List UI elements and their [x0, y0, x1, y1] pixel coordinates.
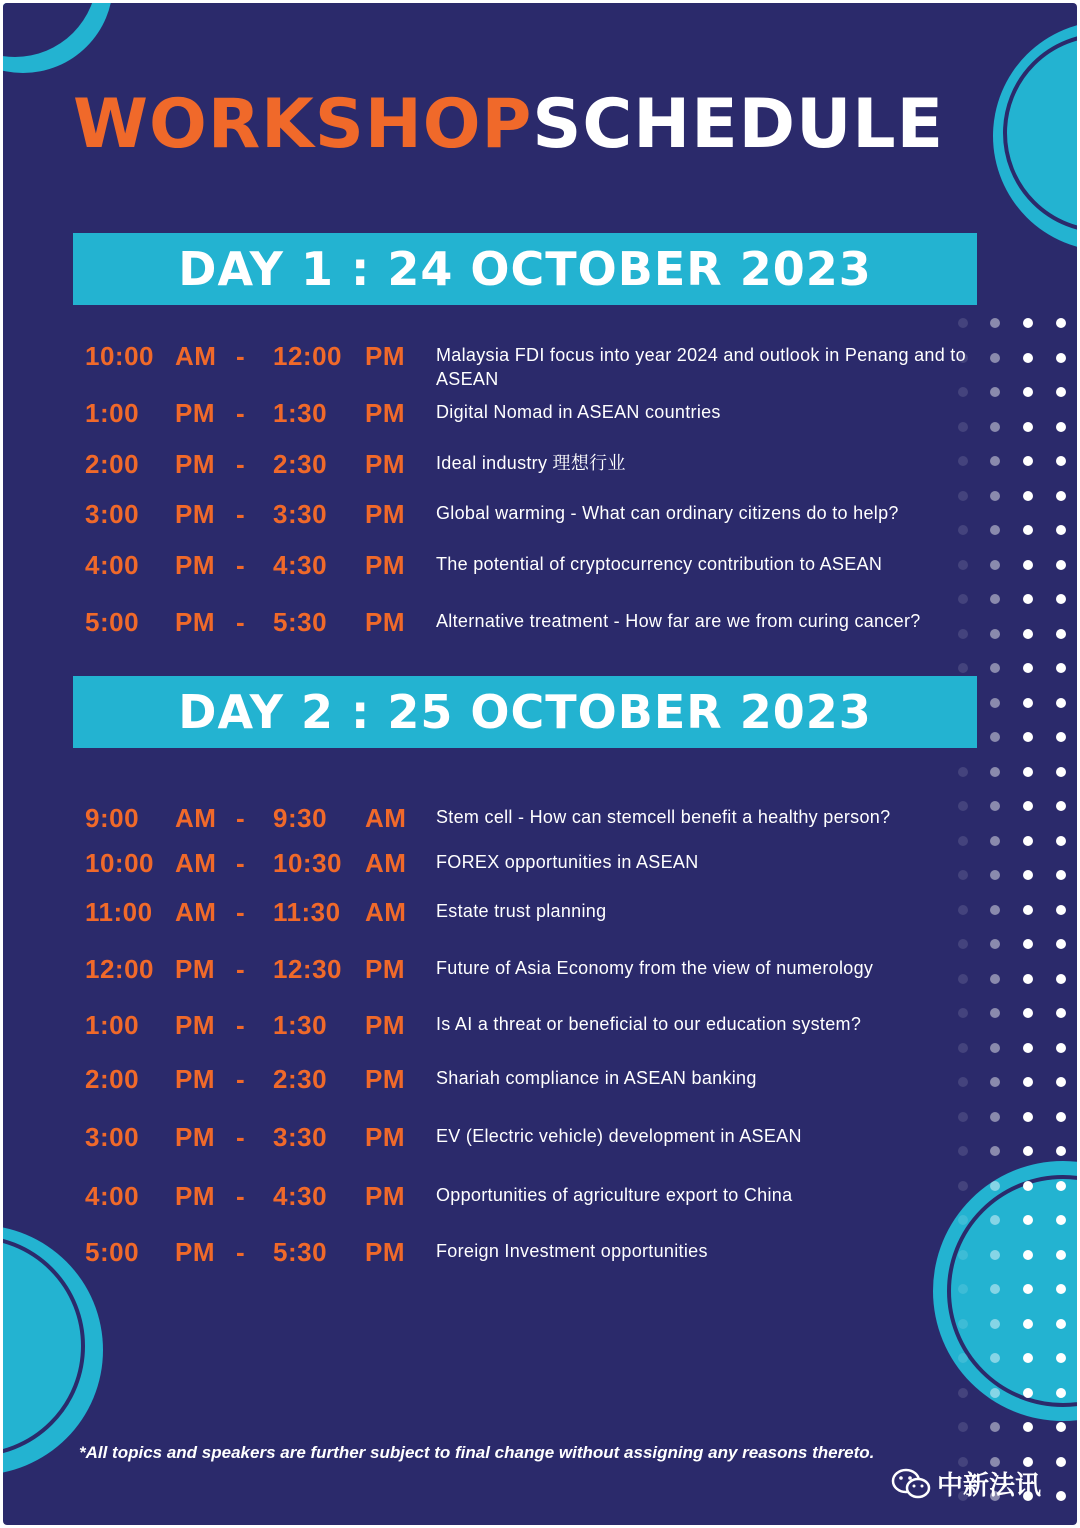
- decor-dot: [990, 1215, 1000, 1225]
- decor-dot: [1023, 905, 1033, 915]
- watermark-text: 中新法讯: [937, 1470, 1042, 1500]
- decor-dot: [990, 353, 1000, 363]
- decor-dot: [1056, 629, 1066, 639]
- session-topic: Future of Asia Economy from the view of numerology: [436, 958, 874, 978]
- decor-dot: [1056, 560, 1066, 570]
- wechat-icon: [891, 1467, 931, 1501]
- decor-dot: [1023, 767, 1033, 777]
- decor-dot: [990, 836, 1000, 846]
- end-time: 10:30: [273, 848, 342, 878]
- title-schedule: SCHEDULE: [532, 85, 945, 164]
- end-ampm: PM: [365, 1010, 405, 1040]
- decor-dot: [1056, 1008, 1066, 1018]
- start-time: 1:00: [85, 1010, 140, 1040]
- decor-dot: [1023, 387, 1033, 397]
- decor-dot: [990, 1043, 1000, 1053]
- decor-dot: [1023, 698, 1033, 708]
- time-separator: -: [236, 1010, 246, 1040]
- decor-dot: [958, 491, 968, 501]
- decor-dot: [1056, 801, 1066, 811]
- decor-dot: [990, 1008, 1000, 1018]
- start-ampm: PM: [175, 1010, 215, 1040]
- decor-dot: [958, 767, 968, 777]
- decor-dot: [1056, 594, 1066, 604]
- end-time: 11:30: [273, 897, 341, 927]
- decor-dot: [1023, 1181, 1033, 1191]
- decor-dot: [990, 732, 1000, 742]
- decor-dot: [1023, 318, 1033, 328]
- decor-dot: [958, 1388, 968, 1398]
- end-time: 3:30: [273, 1122, 328, 1152]
- decor-dot: [958, 663, 968, 673]
- decor-dot: [1056, 870, 1066, 880]
- decor-dot: [1023, 594, 1033, 604]
- end-time: 2:30: [273, 1064, 328, 1094]
- decor-dot: [958, 318, 968, 328]
- decor-dot: [1023, 1008, 1033, 1018]
- decor-dot: [990, 456, 1000, 466]
- decor-dot: [1056, 1457, 1066, 1467]
- decor-dot: [1023, 732, 1033, 742]
- decor-dot: [990, 387, 1000, 397]
- decor-dot: [958, 1284, 968, 1294]
- end-ampm: PM: [365, 1064, 405, 1094]
- decor-dot: [1023, 1353, 1033, 1363]
- decor-dot: [990, 1112, 1000, 1122]
- end-time: 5:30: [273, 1237, 328, 1267]
- start-ampm: PM: [175, 1181, 215, 1211]
- time-separator: -: [236, 1064, 246, 1094]
- time-separator: -: [236, 449, 246, 479]
- session-topic: Malaysia FDI focus into year 2024 and outlook in Penang and to ASEAN: [436, 345, 966, 389]
- decor-dot: [990, 870, 1000, 880]
- end-ampm: AM: [365, 848, 407, 878]
- end-time: 5:30: [273, 607, 328, 637]
- start-ampm: PM: [175, 550, 215, 580]
- day1-banner: [73, 233, 977, 305]
- decor-dot: [1056, 525, 1066, 535]
- decor-dot: [1056, 663, 1066, 673]
- decor-dot: [1056, 1077, 1066, 1087]
- decor-dot: [1056, 1112, 1066, 1122]
- decor-dot: [1023, 525, 1033, 535]
- time-separator: -: [236, 897, 246, 927]
- start-time: 3:00: [85, 499, 140, 529]
- decor-dot: [958, 1043, 968, 1053]
- decor-dot: [958, 1319, 968, 1329]
- decor-dot: [1056, 456, 1066, 466]
- start-ampm: PM: [175, 499, 215, 529]
- decor-dot: [1023, 353, 1033, 363]
- decor-dot: [1056, 422, 1066, 432]
- decor-dot: [1056, 1422, 1066, 1432]
- decor-dot: [1023, 1112, 1033, 1122]
- start-ampm: AM: [175, 848, 217, 878]
- end-ampm: PM: [365, 1181, 405, 1211]
- decor-dot: [1056, 732, 1066, 742]
- time-separator: -: [236, 803, 246, 833]
- time-separator: -: [236, 550, 246, 580]
- decor-dot: [1023, 456, 1033, 466]
- decor-dot: [990, 1284, 1000, 1294]
- decor-dot: [990, 905, 1000, 915]
- start-time: 2:00: [85, 1064, 140, 1094]
- decor-dot: [1056, 939, 1066, 949]
- start-time: 5:00: [85, 1237, 140, 1267]
- end-ampm: PM: [365, 449, 405, 479]
- decor-dot: [1023, 974, 1033, 984]
- decor-dot: [958, 1112, 968, 1122]
- session-topic: FOREX opportunities in ASEAN: [436, 852, 699, 872]
- decor-dot: [1056, 698, 1066, 708]
- start-time: 5:00: [85, 607, 140, 637]
- start-time: 12:00: [85, 954, 154, 984]
- decor-dot: [1023, 836, 1033, 846]
- time-separator: -: [236, 1122, 246, 1152]
- decor-dot: [1056, 1284, 1066, 1294]
- end-ampm: PM: [365, 550, 405, 580]
- session-topic: Global warming - What can ordinary citizens do to help?: [436, 503, 899, 523]
- start-ampm: PM: [175, 1122, 215, 1152]
- decor-dot: [990, 1422, 1000, 1432]
- session-topic: Estate trust planning: [436, 901, 607, 921]
- start-ampm: AM: [175, 341, 217, 371]
- session-topic: Foreign Investment opportunities: [436, 1241, 708, 1261]
- session-topic: Ideal industry 理想行业: [436, 453, 626, 473]
- decor-dot: [1056, 1043, 1066, 1053]
- decor-dot: [990, 1388, 1000, 1398]
- decor-dot: [990, 1353, 1000, 1363]
- decor-dot: [958, 1422, 968, 1432]
- session-topic: Alternative treatment - How far are we from curing cancer?: [436, 611, 921, 631]
- decor-dot: [1023, 1215, 1033, 1225]
- time-separator: -: [236, 848, 246, 878]
- decor-dot: [958, 939, 968, 949]
- start-time: 4:00: [85, 550, 140, 580]
- end-ampm: PM: [365, 1122, 405, 1152]
- decor-dot: [1056, 767, 1066, 777]
- decor-dot: [990, 525, 1000, 535]
- end-time: 2:30: [273, 449, 328, 479]
- session-topic: The potential of cryptocurrency contribution to ASEAN: [436, 554, 883, 574]
- decor-dot: [1056, 1215, 1066, 1225]
- footnote: *All topics and speakers are further subject to final change without assigning any reasons thereto.: [79, 1443, 875, 1462]
- decor-dot: [1056, 1388, 1066, 1398]
- decor-dot: [990, 1250, 1000, 1260]
- start-time: 4:00: [85, 1181, 140, 1211]
- decor-dot: [958, 1353, 968, 1363]
- time-separator: -: [236, 341, 246, 371]
- day2-banner: [73, 676, 977, 748]
- end-time: 9:30: [273, 803, 328, 833]
- decor-dot: [990, 594, 1000, 604]
- end-time: 1:30: [273, 398, 328, 428]
- session-topic: EV (Electric vehicle) development in ASEAN: [436, 1126, 802, 1146]
- end-ampm: PM: [365, 341, 405, 371]
- decor-dot: [990, 974, 1000, 984]
- decor-dot: [1056, 836, 1066, 846]
- start-time: 10:00: [85, 848, 154, 878]
- end-ampm: PM: [365, 398, 405, 428]
- page-title: [73, 85, 944, 165]
- decor-dot: [1023, 1388, 1033, 1398]
- day1-heading: DAY 1 : 24 OCTOBER 2023: [178, 242, 872, 296]
- decor-dot: [990, 1181, 1000, 1191]
- start-ampm: AM: [175, 897, 217, 927]
- decor-dot: [1023, 1319, 1033, 1329]
- start-ampm: PM: [175, 607, 215, 637]
- decor-dot: [990, 698, 1000, 708]
- start-time: 1:00: [85, 398, 140, 428]
- end-time: 4:30: [273, 550, 328, 580]
- end-ampm: PM: [365, 1237, 405, 1267]
- time-separator: -: [236, 398, 246, 428]
- decor-dot: [990, 491, 1000, 501]
- end-ampm: PM: [365, 607, 405, 637]
- decor-dot: [990, 560, 1000, 570]
- decor-dot: [1056, 1146, 1066, 1156]
- decor-dot: [1023, 560, 1033, 570]
- session-topic: Stem cell - How can stemcell benefit a healthy person?: [436, 807, 891, 827]
- time-separator: -: [236, 1237, 246, 1267]
- decor-dot: [958, 525, 968, 535]
- decor-dot: [990, 1077, 1000, 1087]
- decor-dot: [958, 836, 968, 846]
- decor-dot: [990, 422, 1000, 432]
- decor-dot: [1056, 974, 1066, 984]
- decor-dot: [1056, 491, 1066, 501]
- decor-dot: [1056, 1491, 1066, 1501]
- start-ampm: PM: [175, 449, 215, 479]
- decor-dot: [990, 663, 1000, 673]
- decor-dot: [1023, 491, 1033, 501]
- start-time: 2:00: [85, 449, 140, 479]
- decor-dot: [1056, 905, 1066, 915]
- time-separator: -: [236, 954, 246, 984]
- decor-dot: [1023, 870, 1033, 880]
- decor-dot: [1023, 1146, 1033, 1156]
- end-time: 3:30: [273, 499, 328, 529]
- decor-dot: [1023, 1043, 1033, 1053]
- start-time: 10:00: [85, 341, 154, 371]
- end-time: 1:30: [273, 1010, 328, 1040]
- start-ampm: PM: [175, 954, 215, 984]
- start-time: 9:00: [85, 803, 140, 833]
- decor-dot: [1023, 1250, 1033, 1260]
- decor-dot: [990, 629, 1000, 639]
- decor-dot: [990, 767, 1000, 777]
- poster: [3, 3, 1077, 1525]
- decor-dot: [1056, 318, 1066, 328]
- decor-dot: [1056, 353, 1066, 363]
- decor-dot: [990, 1146, 1000, 1156]
- decor-dot: [1056, 1319, 1066, 1329]
- end-time: 12:30: [273, 954, 342, 984]
- end-time: 12:00: [273, 341, 342, 371]
- end-ampm: PM: [365, 499, 405, 529]
- decor-dot: [1023, 629, 1033, 639]
- session-topic: Digital Nomad in ASEAN countries: [436, 402, 721, 422]
- session-topic: Is AI a threat or beneficial to our education system?: [436, 1014, 862, 1034]
- decor-dot: [1023, 1284, 1033, 1294]
- decor-dot: [1056, 387, 1066, 397]
- decor-dot: [958, 594, 968, 604]
- start-ampm: PM: [175, 1064, 215, 1094]
- decor-dot: [1023, 422, 1033, 432]
- start-time: 11:00: [85, 897, 153, 927]
- decor-dot: [958, 1215, 968, 1225]
- decor-dot: [1023, 1077, 1033, 1087]
- session-topic: Opportunities of agriculture export to China: [436, 1185, 793, 1205]
- decor-dot: [1056, 1181, 1066, 1191]
- session-topic: Shariah compliance in ASEAN banking: [436, 1068, 757, 1088]
- start-ampm: PM: [175, 1237, 215, 1267]
- decor-dot: [990, 939, 1000, 949]
- start-ampm: AM: [175, 803, 217, 833]
- end-time: 4:30: [273, 1181, 328, 1211]
- decor-dot: [1023, 939, 1033, 949]
- time-separator: -: [236, 1181, 246, 1211]
- decor-dot: [1023, 1422, 1033, 1432]
- decor-dot: [1056, 1250, 1066, 1260]
- title-workshop: WORKSHOP: [73, 85, 533, 164]
- end-ampm: AM: [365, 897, 407, 927]
- start-ampm: PM: [175, 398, 215, 428]
- watermark: [891, 1465, 1041, 1502]
- decor-dot: [1023, 801, 1033, 811]
- end-ampm: AM: [365, 803, 407, 833]
- decor-dot: [1023, 663, 1033, 673]
- decor-dot: [990, 801, 1000, 811]
- end-ampm: PM: [365, 954, 405, 984]
- time-separator: -: [236, 607, 246, 637]
- decor-dot: [1056, 1353, 1066, 1363]
- start-time: 3:00: [85, 1122, 140, 1152]
- day2-heading: DAY 2 : 25 OCTOBER 2023: [178, 685, 872, 739]
- decor-dot: [990, 1319, 1000, 1329]
- decor-dot: [990, 318, 1000, 328]
- time-separator: -: [236, 499, 246, 529]
